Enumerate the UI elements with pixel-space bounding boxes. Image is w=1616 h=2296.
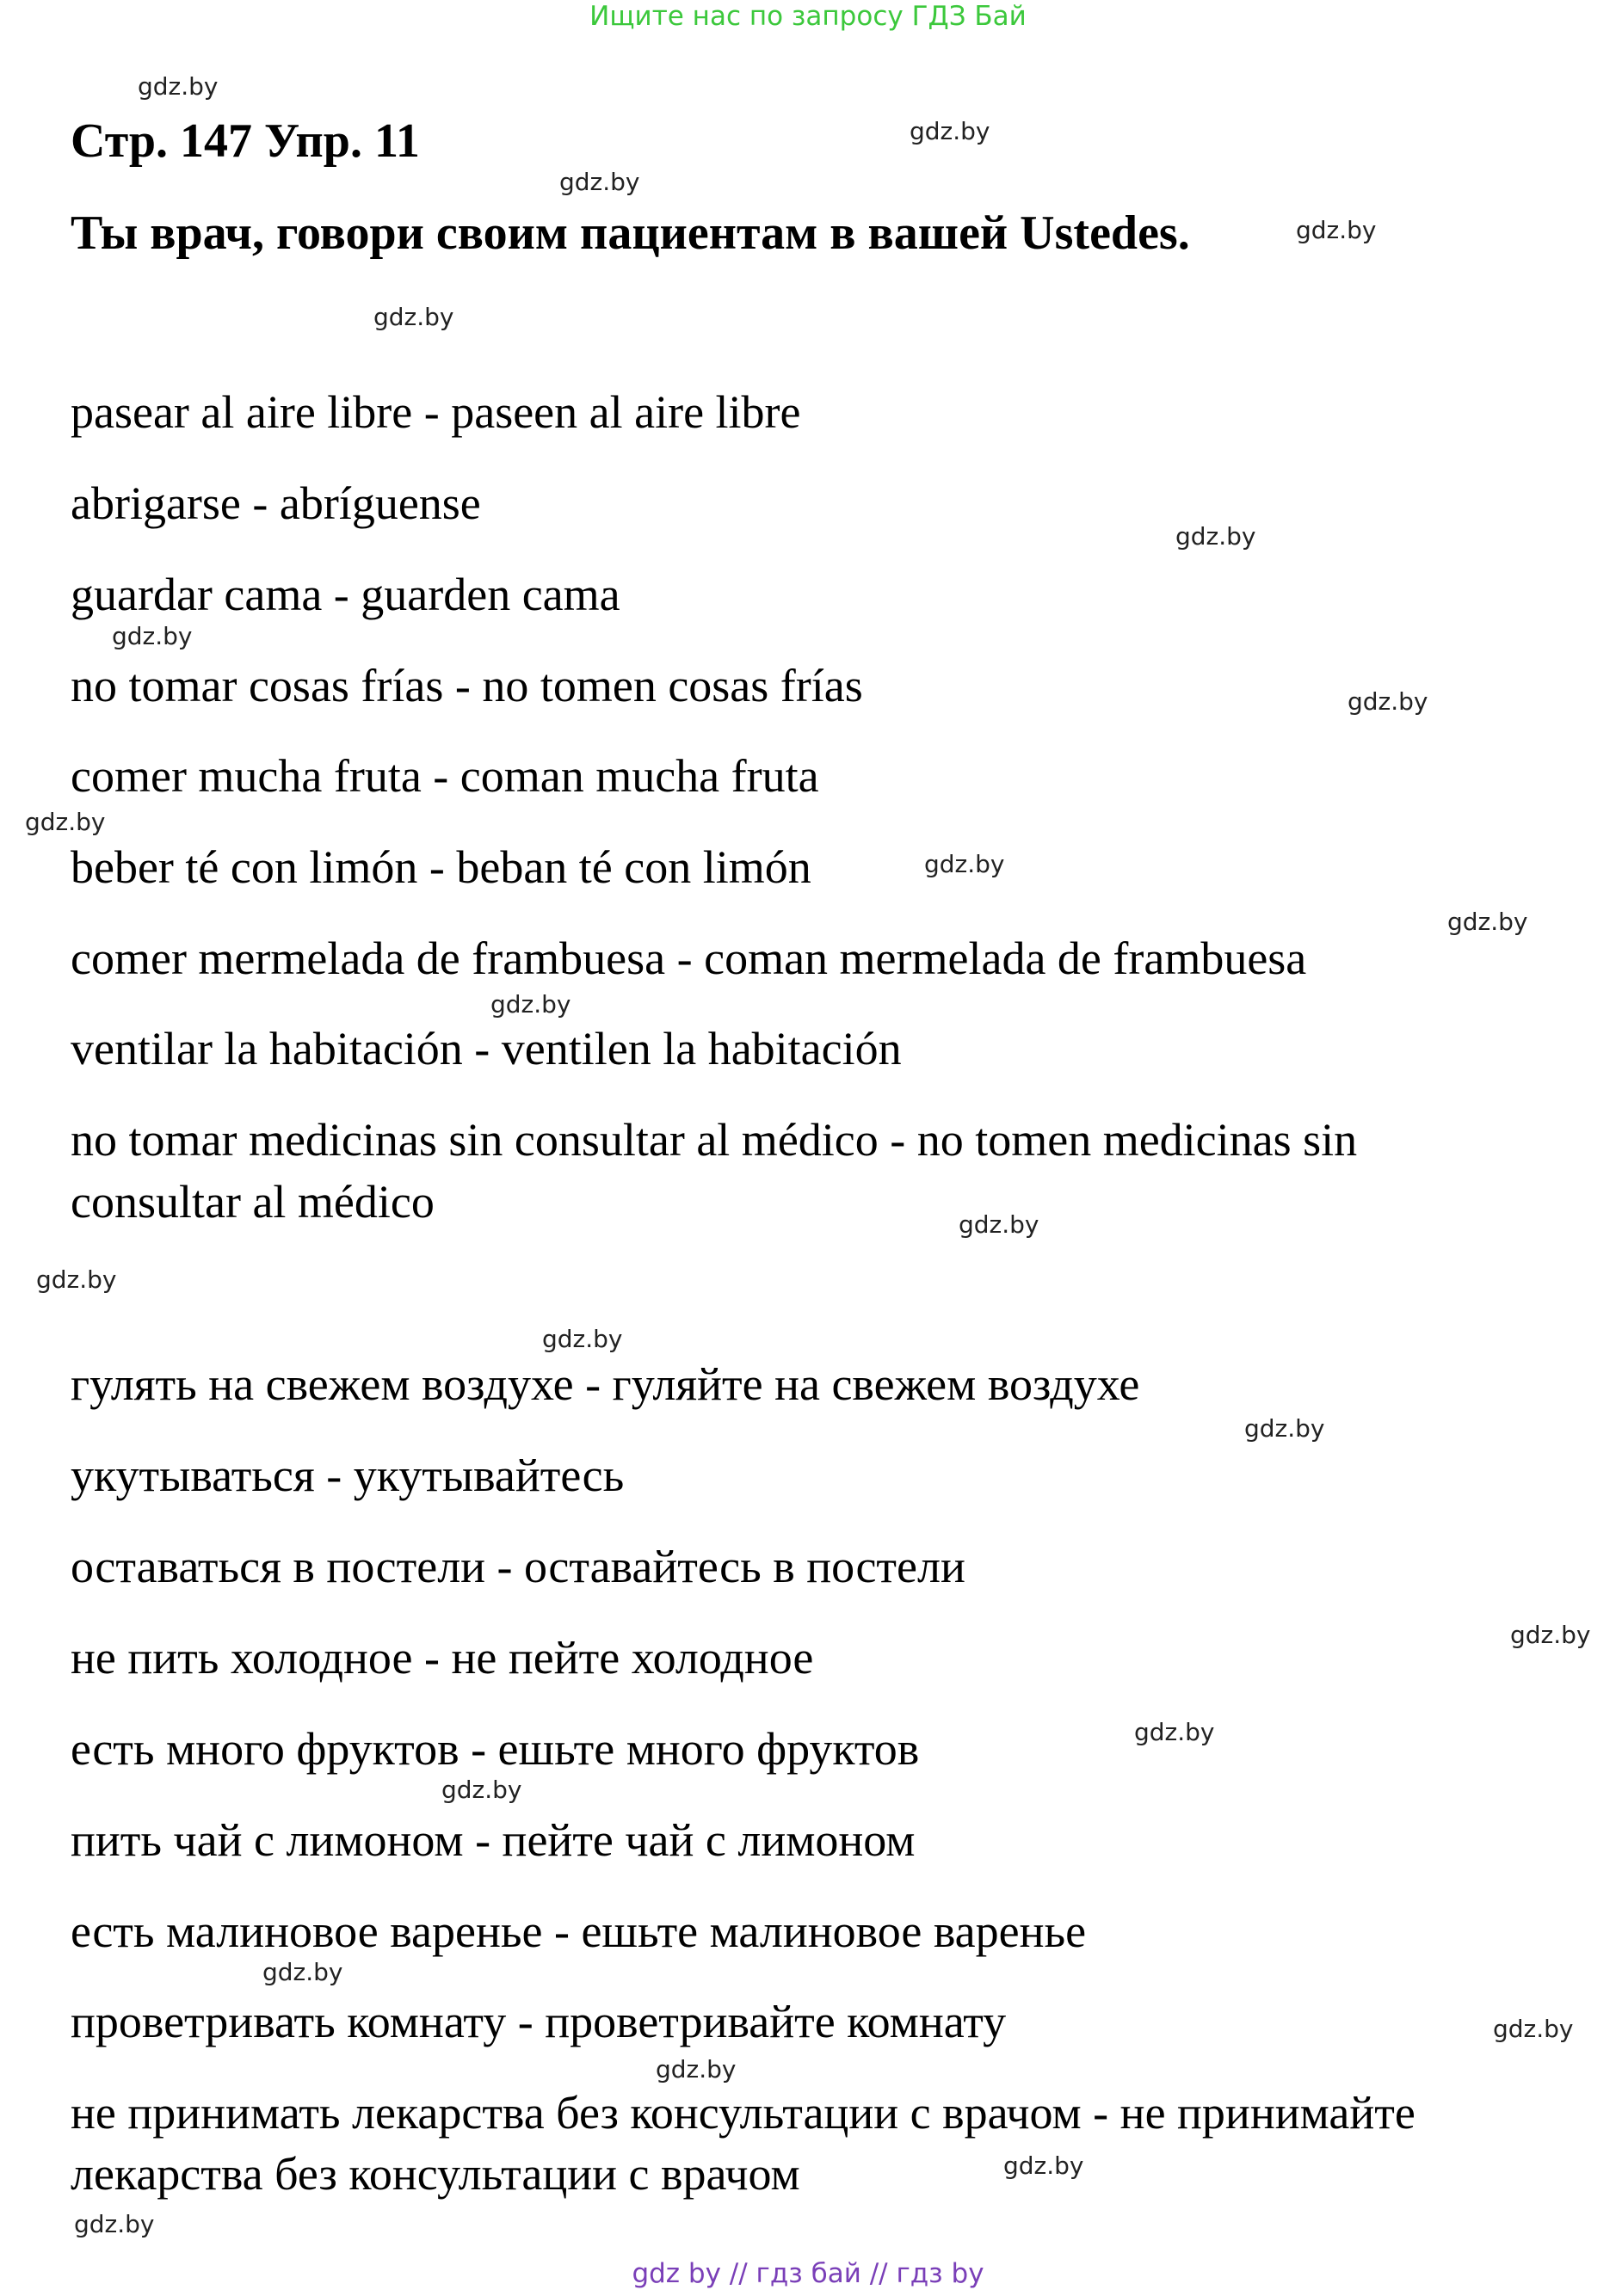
spanish-line: no tomar medicinas sin consultar al médico - no tomen medicinas sin xyxy=(71,1114,1358,1166)
top-banner: Ищите нас по запросу ГДЗ Бай xyxy=(589,1,1027,32)
task-instruction: Ты врач, говори своим пациентам в вашей Ustedes. xyxy=(71,206,1190,260)
watermark: gdz.by xyxy=(559,168,640,196)
russian-line: пить чай с лимоном - пейте чай с лимоном xyxy=(71,1814,916,1866)
watermark: gdz.by xyxy=(262,1958,343,1986)
watermark: gdz.by xyxy=(441,1776,522,1804)
watermark: gdz.by xyxy=(959,1210,1039,1239)
spanish-line: pasear al aire libre - paseen al aire libre xyxy=(71,386,801,438)
russian-line: не пить холодное - не пейте холодное xyxy=(71,1632,814,1684)
watermark: gdz.by xyxy=(656,2055,737,2084)
russian-line: есть много фруктов - ешьте много фруктов xyxy=(71,1723,920,1775)
watermark: gdz.by xyxy=(542,1325,623,1353)
watermark: gdz.by xyxy=(1447,908,1528,936)
spanish-line: consultar al médico xyxy=(71,1176,435,1228)
spanish-line: comer mermelada de frambuesa - coman mermelada de frambuesa xyxy=(71,933,1307,984)
spanish-line: ventilar la habitación - ventilen la habitación xyxy=(71,1023,902,1074)
watermark: gdz.by xyxy=(112,622,193,650)
watermark: gdz.by xyxy=(373,303,454,331)
watermark: gdz.by xyxy=(1348,687,1428,716)
spanish-line: no tomar cosas frías - no tomen cosas frías xyxy=(71,660,863,711)
watermark: gdz.by xyxy=(1296,216,1377,244)
watermark: gdz.by xyxy=(74,2210,155,2238)
watermark: gdz.by xyxy=(1493,2015,1574,2043)
watermark: gdz.by xyxy=(924,850,1005,878)
spanish-line: guardar cama - guarden cama xyxy=(71,569,620,620)
watermark: gdz.by xyxy=(1510,1621,1591,1649)
watermark: gdz.by xyxy=(1134,1718,1215,1746)
watermark: gdz.by xyxy=(36,1265,117,1294)
russian-line: укутываться - укутывайтесь xyxy=(71,1450,625,1501)
page-title: Стр. 147 Упр. 11 xyxy=(71,114,420,168)
russian-line: оставаться в постели - оставайтесь в постели xyxy=(71,1541,965,1592)
spanish-line: comer mucha fruta - coman mucha fruta xyxy=(71,750,819,802)
spanish-line: abrigarse - abríguense xyxy=(71,477,481,529)
watermark: gdz.by xyxy=(1175,522,1256,551)
russian-line: гулять на свежем воздухе - гуляйте на свежем воздухе xyxy=(71,1358,1140,1410)
spanish-line: beber té con limón - beban té con limón xyxy=(71,841,811,893)
watermark: gdz.by xyxy=(1003,2151,1084,2180)
russian-line: есть малиновое варенье - ешьте малиновое варенье xyxy=(71,1905,1087,1957)
russian-line: проветривать комнату - проветривайте комнату xyxy=(71,1996,1007,2047)
watermark: gdz.by xyxy=(910,117,990,145)
russian-line: лекарства без консультации с врачом xyxy=(71,2148,800,2200)
watermark: gdz.by xyxy=(1244,1414,1325,1443)
watermark: gdz.by xyxy=(25,808,106,836)
watermark: gdz.by xyxy=(138,72,219,101)
watermark: gdz.by xyxy=(490,990,571,1019)
footer-links: gdz by // гдз бай // гдз by xyxy=(632,2258,984,2289)
russian-line: не принимать лекарства без консультации с врачом - не принимайте xyxy=(71,2087,1416,2139)
